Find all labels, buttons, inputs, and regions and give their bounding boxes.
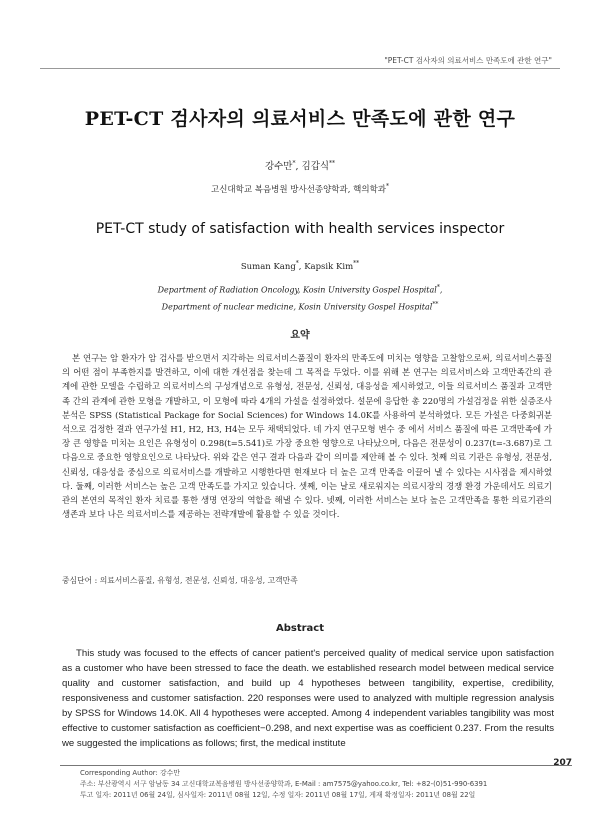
header-rule (40, 68, 560, 69)
author-address: 주소: 부산광역시 서구 암남동 34 고신대학교복음병원 방사선종양학과, E-Mail : am7575@yahoo.co.kr, Tel: +82-(0)51-990-6391 (80, 780, 488, 788)
author-name: Suman Kang (240, 261, 296, 272)
affiliation-line: Department of Radiation Oncology, Kosin University Gospel Hospital*, (157, 284, 443, 295)
authors-english: Suman Kang*, Kapsik Kim** (240, 260, 360, 272)
affiliation-mark: * (386, 183, 390, 191)
affiliation-text: Department of Radiation Oncology, Kosin University Gospel Hospital (157, 285, 437, 295)
footer-rule (60, 765, 572, 766)
affiliation-korean (0, 183, 600, 195)
footer-notes (80, 768, 580, 801)
submission-dates: 투고 일자: 2011년 06월 24일, 심사일자: 2011년 08월 12일, 수정 일자: 2011년 08월 17일, 게재 확정일자: 2011년 08월 22일 (80, 791, 476, 799)
affiliation-mark: * (436, 284, 440, 291)
affiliation-english (0, 281, 600, 314)
page-title-english: PET-CT study of satisfaction with health services inspector (95, 221, 505, 237)
abstract-korean-body: 본 연구는 암 환자가 암 검사를 받으면서 지각하는 의료서비스품질이 환자의 만족도에 미치는 영향을 고찰함으로써, 의료서비스품질의 어떤 점이 부족한지를 발견하고, 이에 대한 개선점을 찾는데 그 목적을 두었다. 이를 위해 본 연구는 의료서비스와 고객만족간의 관계에 관한 모델을 수립하고 의료서비스의 구성개념으로 유형성, 전문성, 신뢰성, 대응성을 제시하였고, 이들 의료서비스 품질과 고객만족 간의 관계에 관한 모형을 개발하고, 이 모형에 따라 4개의 가설을 설정하였다. 설문에 응답한 총 220명의 가설검정을 위한 실증조사 분석은 SPSS (Statistical Package for Social Sciences) for Windows 14.0K를 사용하여 분석하였다. 모든 가설은 다중회귀분석으로 검정한 결과 연구가설 H1, H2, H3, H4는 모두 채택되었다. 네 가지 연구모형 변수 중 에서 서비스 품질에 따른 고객만족에 가장 큰 영향을 미치는 요인은 유형성이 0.298(t=5.541)로 가장 중요한 영향으로 나타났으며, 다음은 전문성이 0.237(t=-3.687)로 그 다음으로 중요한 영향요인으로 나타났다. 위와 같은 연구 결과 다음과 같이 의미를 제안해 볼 수 있다. 첫째 의료 기관은 유형성, 전문성, 신뢰성, 대응성을 중심으로 의료서비스를 개발하고 시행한다면 현재보다 더 높은 고객 만족을 이끌어 낼 수 있다는 시사점을 제시하였다. 둘째, 이러한 서비스는 높은 고객 만족도를 가지고 있습니다. 셋째, 이는 날로 새로워지는 의료시장의 경쟁 환경 가운데서도 의료기관의 본연의 목적인 환자 치료를 통한 생명 연장의 역할을 해낼 수 있다. 넷째, 이러한 서비스는 보다 높은 고객만족을 통한 의료기관의 생존과 보다 나은 의료서비스를 제공하는 전략개발에 활용할 수 있을 것이다. (62, 353, 553, 520)
page-title-korean: PET-CT 검사자의 의료서비스 만족도에 관한 연구 (84, 108, 516, 130)
running-head: "PET-CT 검사자의 의료서비스 만족도에 관한 연구" (384, 56, 552, 65)
page-number: 207 (553, 758, 572, 768)
abstract-korean-heading: 요약 (290, 330, 310, 341)
authors-korean: 강수만*, 김갑식** (264, 159, 336, 172)
author-mark: ** (353, 260, 360, 267)
affiliation-mark: ** (432, 300, 439, 308)
author-mark: * (292, 159, 296, 167)
affiliation-line (0, 298, 600, 315)
author-name: Kapsik Kim (304, 261, 354, 272)
author-mark: * (295, 260, 299, 267)
author-name: 강수만 (264, 161, 293, 172)
keywords-korean: 중심단어 : 의료서비스품질, 유형성, 전문성, 신뢰성, 대응성, 고객만족 (62, 576, 298, 585)
author-name: 김갑식 (301, 161, 330, 172)
author-mark: ** (329, 159, 336, 167)
corresponding-author: Corresponding Author: 강수만 (80, 769, 180, 777)
abstract-english-body: This study was focused to the effects of cancer patient's perceived quality of medical service upon satisfaction as a customer who have been stressed to face the death. we established research model between medical service quality and customer satisfaction, and build up 4 hypotheses between tangibility, expertise, credibility, responsiveness and customer satisfaction. 220 responses were used to analyzed with multiple regression analysis by SPSS for Windows 14.0K. All 4 hypotheses were accepted. Among 4 independent variables tangibility was most effective to customer satisfaction as coefficient−0.298, and next expertise was as coefficient 0.237. From the results we suggested the implications as follows; first, the medical institute (62, 648, 554, 749)
affiliation-text: Department of nuclear medicine, Kosin University Gospel Hospital (161, 302, 433, 312)
affiliation-text: 고신대학교 복음병원 방사선종양학과, 핵의학과 (210, 185, 387, 195)
abstract-english-heading: Abstract (275, 623, 325, 634)
